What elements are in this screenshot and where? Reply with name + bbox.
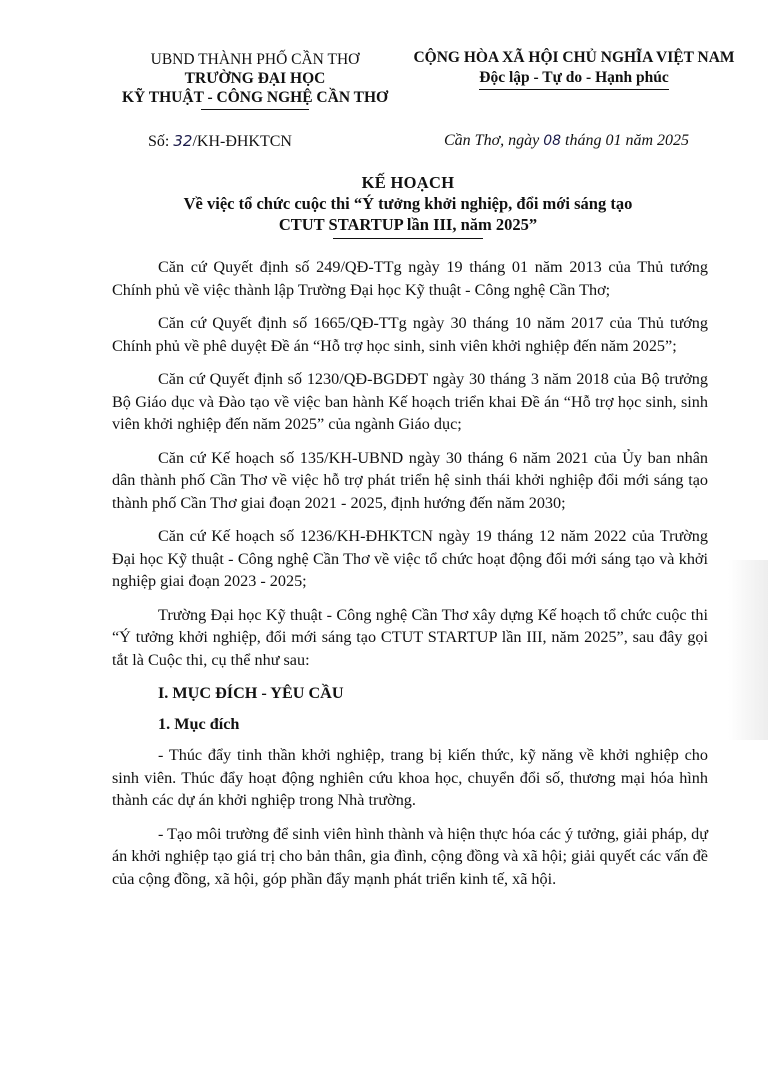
document-number-prefix: Số: — [148, 133, 170, 150]
date-prefix: Cần Thơ, ngày — [444, 132, 540, 149]
document-number-suffix: /KH-ĐHKTCN — [192, 133, 292, 150]
document-body — [112, 256, 708, 901]
purpose-paragraph-1: - Thúc đẩy tinh thần khởi nghiệp, trang bị kiến thức, kỹ năng về khởi nghiệp cho sinh viên. Thúc đẩy hoạt động nghiên cứu khoa học, chuyển đổi số, thương mại hóa hình thành các dự án khởi nghiệp trong Nhà trường. — [112, 746, 708, 809]
document-subject-line2: CTUT STARTUP lần III, năm 2025” — [278, 215, 538, 234]
intro-paragraph: Trường Đại học Kỹ thuật - Công nghệ Cần Thơ xây dựng Kế hoạch tổ chức cuộc thi “Ý tưởng khởi nghiệp, đổi mới sáng tạo CTUT STARTUP lần III, năm 2025”, sau đây gọi tắt là Cuộc thi, cụ thể như sau: — [112, 605, 708, 669]
legal-basis-paragraph-3: Căn cứ Quyết định số 1230/QĐ-BGDĐT ngày 30 tháng 3 năm 2018 của Bộ trưởng Bộ Giáo dục và Đào tạo về việc ban hành Kế hoạch triển khai Đề án “Hỗ trợ học sinh, sinh viên khởi nghiệp đến năm 2025” của ngành Giáo dục; — [112, 370, 708, 433]
document-number-handwritten: 32 — [173, 132, 193, 150]
legal-basis-paragraph-5: Căn cứ Kế hoạch số 1236/KH-ĐHKTCN ngày 19 tháng 12 năm 2022 của Trường Đại học Kỹ thuật - Công nghệ Cần Thơ về việc tổ chức hoạt động đổi mới sáng tạo và khởi nghiệp giai đoạn 2023 - 2025; — [112, 527, 708, 590]
legal-basis-paragraph-1: Căn cứ Quyết định số 249/QĐ-TTg ngày 19 tháng 01 năm 2013 của Thủ tướng Chính phủ về việc thành lập Trường Đại học Kỹ thuật - Công nghệ Cần Thơ; — [112, 258, 708, 299]
date-day-handwritten: 08 — [543, 133, 562, 149]
title-divider — [333, 238, 483, 239]
document-subject-line1: Về việc tổ chức cuộc thi “Ý tưởng khởi nghiệp, đổi mới sáng tạo — [183, 194, 633, 213]
legal-basis-paragraph-2: Căn cứ Quyết định số 1665/QĐ-TTg ngày 30 tháng 10 năm 2017 của Thủ tướng Chính phủ về phê duyệt Đề án “Hỗ trợ học sinh, sinh viên khởi nghiệp đến năm 2025”; — [112, 314, 708, 355]
header-left-divider — [201, 109, 309, 110]
document-type-title: KẾ HOẠCH — [361, 173, 455, 192]
document-date — [444, 132, 689, 150]
school-name-line1: TRƯỜNG ĐẠI HỌC — [184, 70, 326, 87]
date-suffix: tháng 01 năm 2025 — [565, 132, 690, 149]
scan-shadow — [728, 560, 768, 740]
school-name-line2: KỸ THUẬT - CÔNG NGHỆ CẦN THƠ — [121, 89, 389, 106]
subsection-heading: 1. Mục đích — [158, 714, 240, 733]
legal-basis-paragraph-4: Căn cứ Kế hoạch số 135/KH-UBND ngày 30 tháng 6 năm 2021 của Ủy ban nhân dân thành phố Cần Thơ về việc hỗ trợ phát triển hệ sinh thái khởi nghiệp đổi mới sáng tạo thành phố Cần Thơ giai đoạn 2021 - 2025, định hướng đến năm 2030; — [112, 448, 708, 512]
section-heading: I. MỤC ĐÍCH - YÊU CẦU — [158, 684, 344, 702]
nation-title: CỘNG HÒA XÃ HỘI CHỦ NGHĨA VIỆT NAM — [413, 49, 735, 66]
national-motto: Độc lập - Tự do - Hạnh phúc — [479, 68, 668, 90]
header-left — [110, 50, 400, 110]
document-number — [148, 132, 292, 151]
header-right — [404, 48, 744, 90]
issuing-authority: UBND THÀNH PHỐ CẦN THƠ — [150, 51, 360, 68]
purpose-paragraph-2: - Tạo môi trường để sinh viên hình thành và hiện thực hóa các ý tưởng, giải pháp, dự án khởi nghiệp tạo giá trị cho bản thân, gia đình, cộng đồng và xã hội; giải quyết các vấn đề của cộng đồng, xã hội, góp phần đẩy mạnh phát triển kinh tế, xã hội. — [112, 824, 709, 888]
document-title-block — [108, 172, 708, 239]
